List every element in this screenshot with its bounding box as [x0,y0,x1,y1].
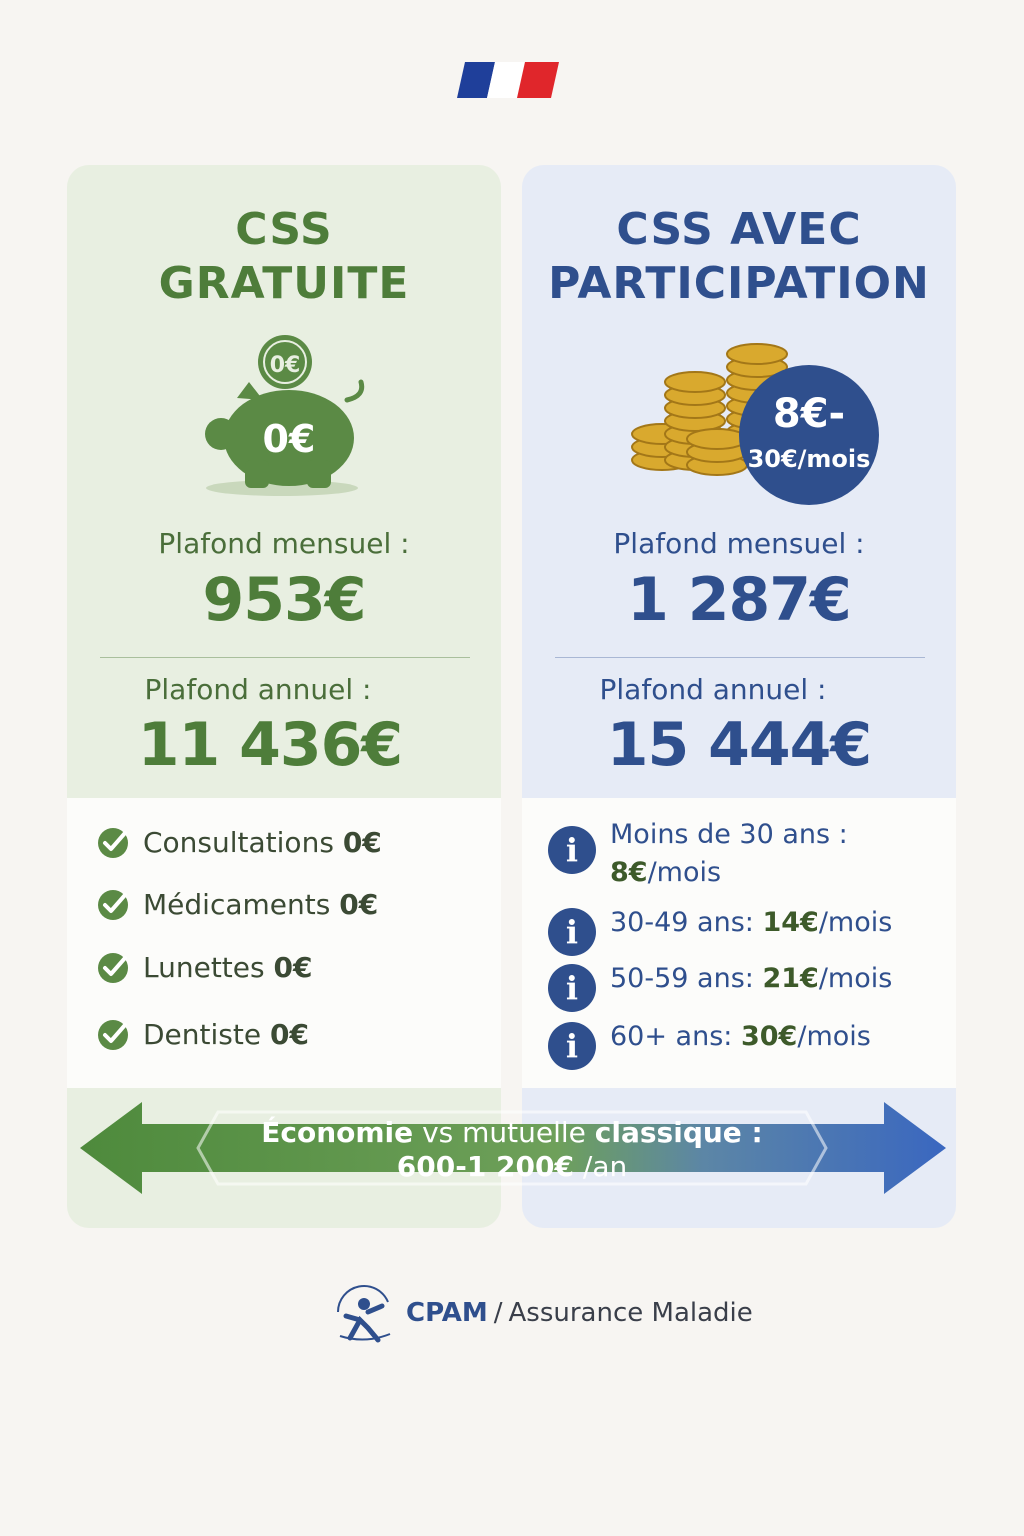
check-icon [95,1016,131,1052]
french-flag-icon [457,62,559,98]
coverage-list [67,798,501,1088]
panel-title: CSS GRATUITE [158,204,410,309]
check-icon [95,886,131,922]
coin-stack-icon [627,335,897,510]
badge-line1: 8€- [772,391,846,437]
info-icon: i [548,964,596,1012]
divider [100,657,470,658]
list-item: Dentiste 0€ [95,1016,309,1052]
pig-label: 0€ [262,417,316,461]
annual-ceiling-value: 11 436€ [137,710,403,780]
list-item: i 60+ ans: 30€/mois [548,1018,871,1070]
list-item: i Moins de 30 ans : 8€/mois [548,816,848,892]
cpam-logo-icon [330,1282,400,1344]
annual-ceiling-label: Plafond annuel : [599,673,827,706]
check-icon [95,949,131,985]
info-icon: i [548,908,596,956]
monthly-ceiling-label: Plafond mensuel : [158,527,410,560]
list-item: Médicaments 0€ [95,886,378,922]
annual-ceiling-value: 15 444€ [606,710,872,780]
coin-label: 0€ [269,353,301,378]
list-item: i 50-59 ans: 21€/mois [548,960,892,1012]
info-icon: i [548,826,596,874]
css-gratuite-panel [67,165,501,1228]
monthly-ceiling-label: Plafond mensuel : [613,527,865,560]
list-item: Consultations 0€ [95,824,382,860]
list-item: i 30-49 ans: 14€/mois [548,904,892,956]
css-participation-panel [522,165,956,1228]
list-item: Lunettes 0€ [95,949,312,985]
panel-title: CSS AVEC PARTICIPATION [548,204,930,309]
cpam-brand: CPAM [406,1298,488,1328]
savings-banner-text: Économie vs mutuelle classique : 600-1 200€ /an [261,1116,763,1183]
footer-org: Assurance Maladie [508,1298,753,1328]
piggy-bank-icon [197,330,367,500]
divider [555,657,925,658]
footer-brand [330,1282,753,1344]
annual-ceiling-label: Plafond annuel : [144,673,372,706]
badge-line2: 30€/mois [747,445,871,473]
check-icon [95,824,131,860]
monthly-ceiling-value: 953€ [202,565,366,635]
monthly-ceiling-value: 1 287€ [627,565,851,635]
footer-separator: / [493,1298,503,1328]
info-icon: i [548,1022,596,1070]
participation-tiers-list [522,798,956,1088]
